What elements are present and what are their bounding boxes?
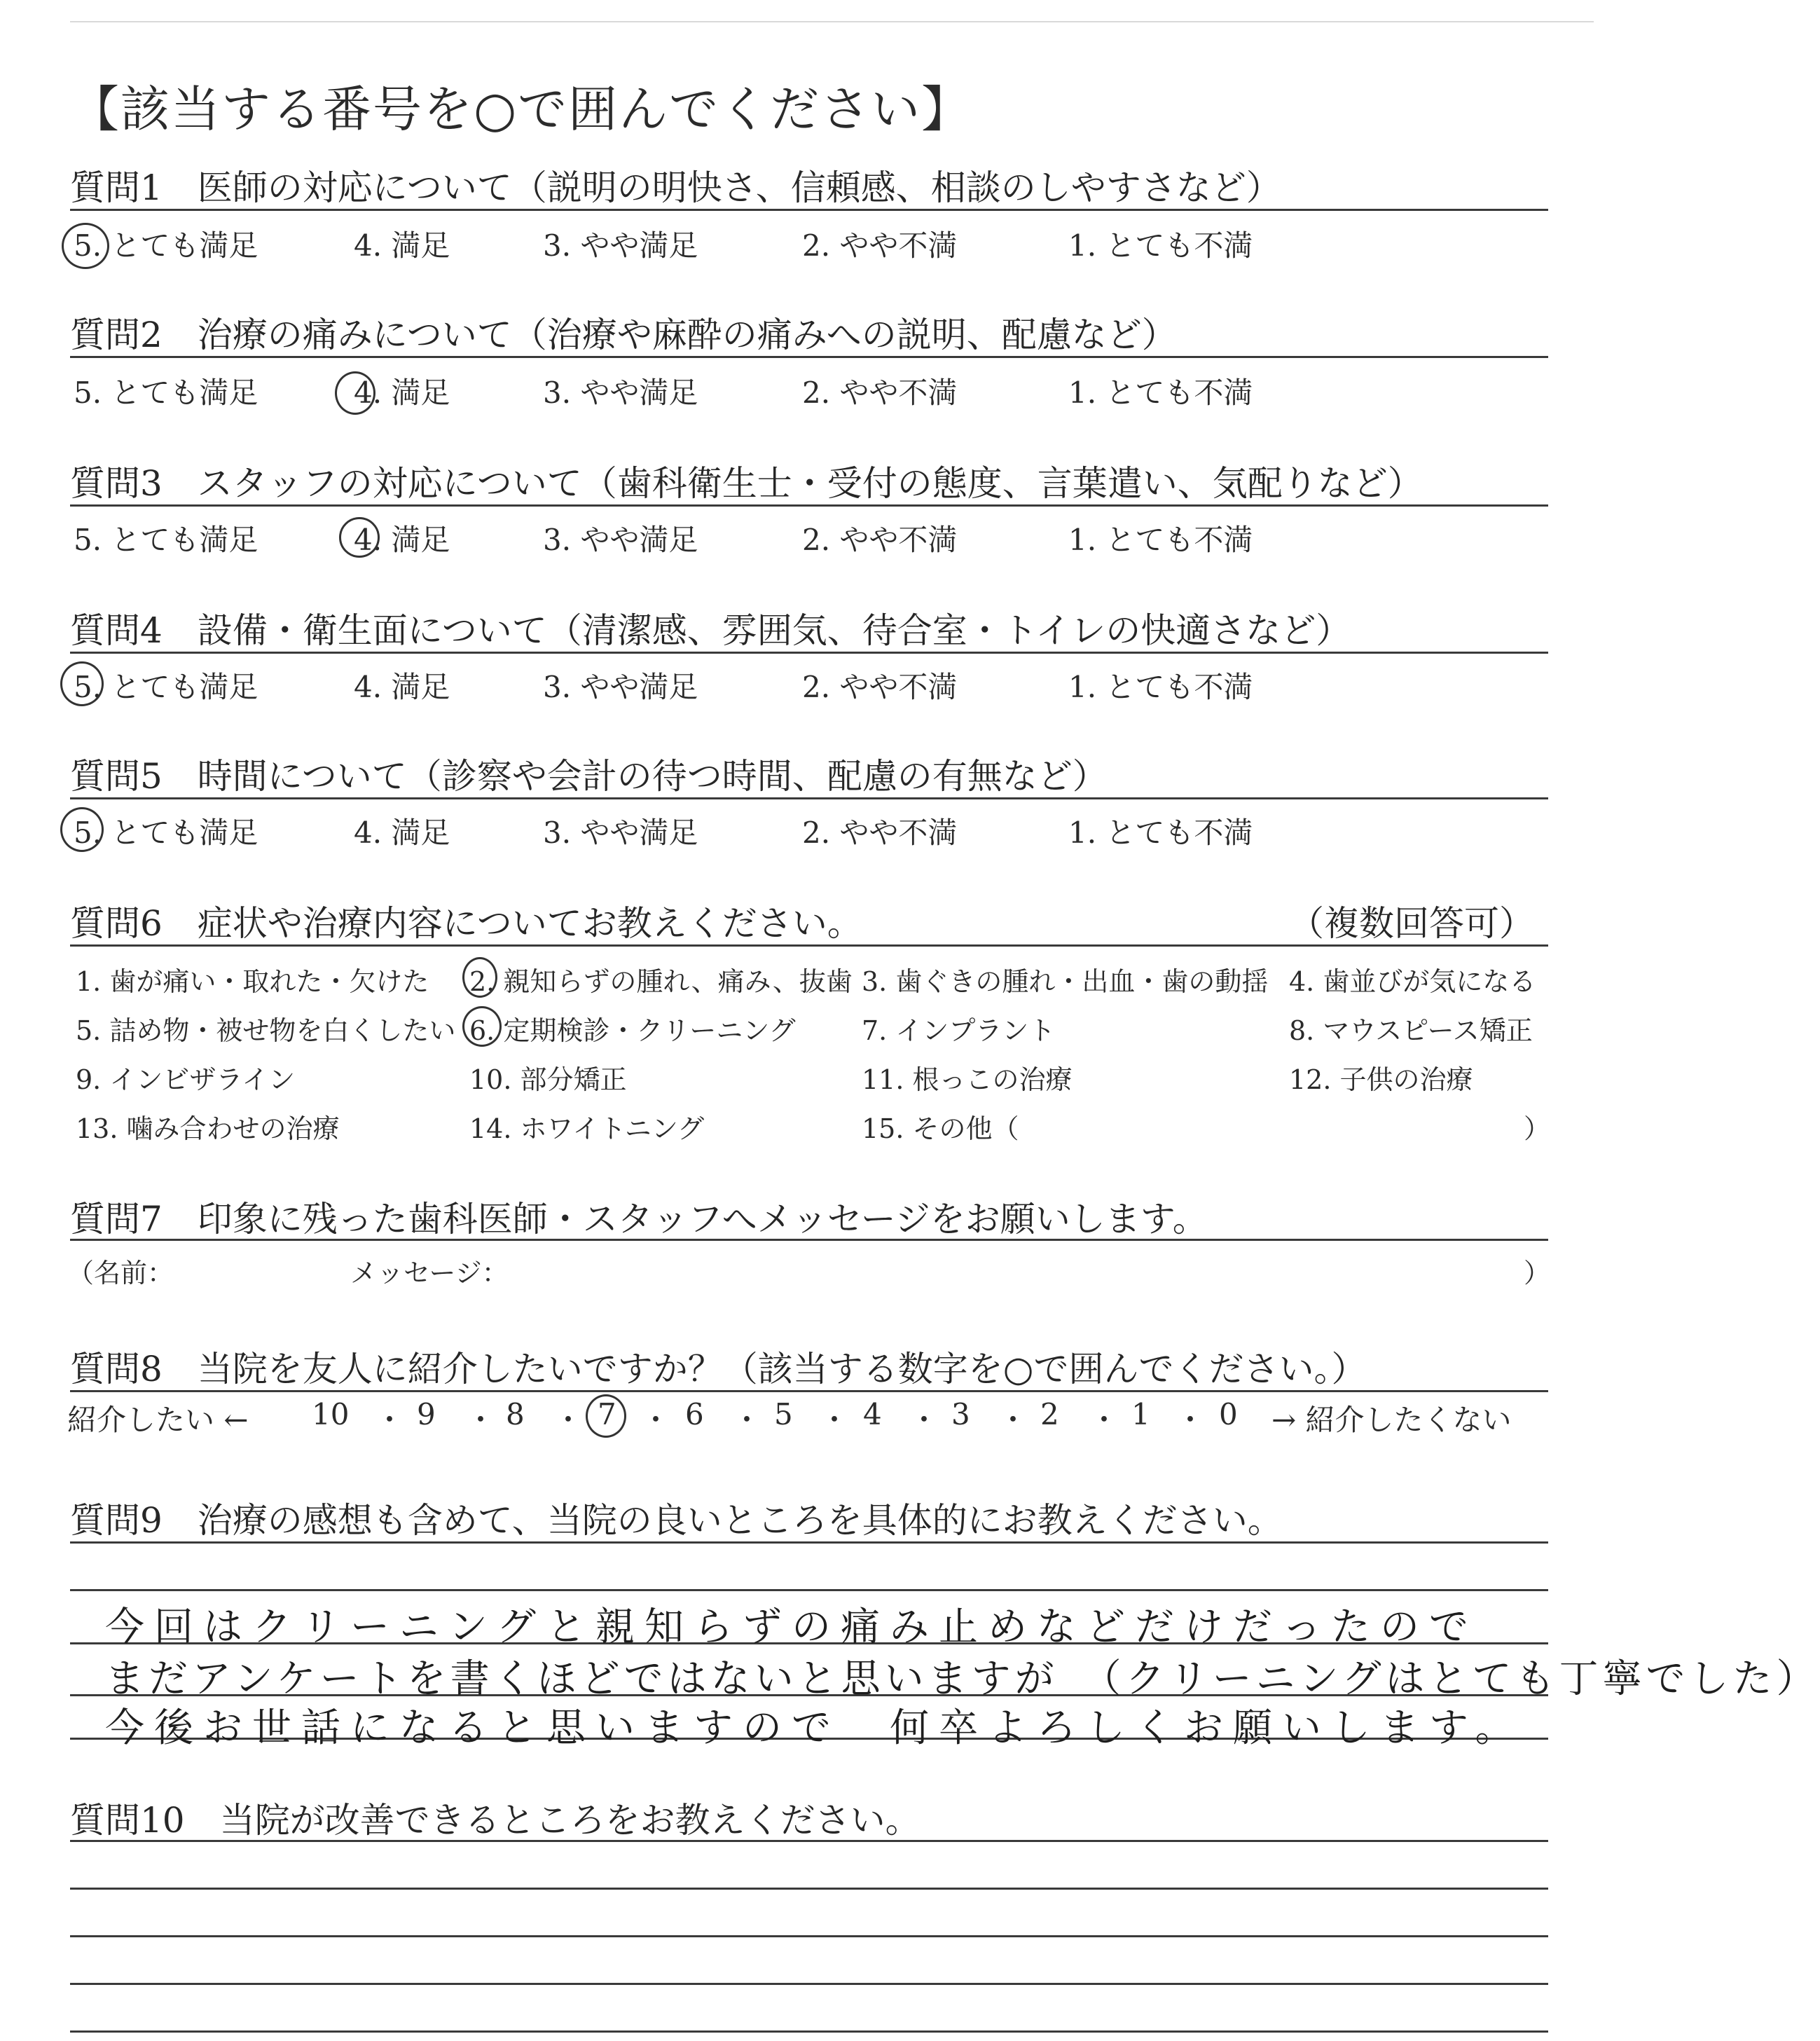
q2-option-1[interactable]: 1. とても不満 xyxy=(1068,376,1253,410)
q8-scale-2[interactable]: 2 xyxy=(1040,1397,1059,1431)
q10-line-5 xyxy=(70,2030,1548,2033)
q4-option-5[interactable]: 5. とても満足 xyxy=(74,670,258,704)
q1-answer-circle xyxy=(62,223,109,269)
q8-scale-7[interactable]: 7 xyxy=(598,1397,616,1431)
q8-dot: ・ xyxy=(375,1403,405,1437)
q2-title: 質問2 治療の痛みについて（治療や麻酔の痛みへの説明、配慮など） xyxy=(70,315,1177,355)
q2-option-3[interactable]: 3. やや満足 xyxy=(543,376,698,410)
q8-title: 質問8 当院を友人に紹介したいですか？（該当する数字を○で囲んでください。） xyxy=(70,1349,1367,1389)
q8-answer-circle xyxy=(586,1394,626,1438)
q8-left-label: 紹介したい ← xyxy=(67,1403,249,1437)
q1-option-1[interactable]: 1. とても不満 xyxy=(1068,228,1253,263)
q6-item-8[interactable]: 8. マウスピース矯正 xyxy=(1289,1015,1533,1046)
q5-option-3[interactable]: 3. やや満足 xyxy=(543,816,698,850)
q8-dot: ・ xyxy=(820,1403,850,1437)
q6-item-5[interactable]: 5. 詰め物・被せ物を白くしたい xyxy=(76,1015,456,1046)
page-top-edge xyxy=(70,21,1594,22)
q3-answer-circle xyxy=(339,517,380,558)
q8-dot: ・ xyxy=(1176,1403,1206,1437)
q3-divider xyxy=(70,504,1548,507)
q5-option-5[interactable]: 5. とても満足 xyxy=(74,816,258,850)
q7-close-paren: ） xyxy=(1524,1258,1551,1288)
q6-item-2[interactable]: 2. 親知らずの腫れ、痛み、抜歯 xyxy=(469,966,853,997)
q8-scale-1[interactable]: 1 xyxy=(1131,1397,1150,1431)
q6-item-12[interactable]: 12. 子供の治療 xyxy=(1289,1064,1473,1095)
q10-line-2 xyxy=(70,1888,1548,1890)
q8-scale-3[interactable]: 3 xyxy=(951,1397,970,1431)
q3-title: 質問3 スタッフの対応について（歯科衛生士・受付の態度、言葉遣い、気配りなど） xyxy=(70,463,1423,504)
q6-item-10[interactable]: 10. 部分矯正 xyxy=(469,1064,627,1095)
q4-title: 質問4 設備・衛生面について（清潔感、雰囲気、待合室・トイレの快適さなど） xyxy=(70,610,1351,651)
q2-option-4[interactable]: 4. 満足 xyxy=(354,376,450,410)
q6-item-9[interactable]: 9. インビザライン xyxy=(76,1064,296,1095)
q4-option-2[interactable]: 2. やや不満 xyxy=(802,670,958,704)
q4-divider xyxy=(70,652,1548,654)
q10-line-1 xyxy=(70,1840,1548,1842)
q6-item-6[interactable]: 6. 定期検診・クリーニング xyxy=(469,1015,796,1046)
q6-item-4[interactable]: 4. 歯並びが気になる xyxy=(1289,966,1536,997)
q1-divider xyxy=(70,209,1548,211)
q6-item-13[interactable]: 13. 噛み合わせの治療 xyxy=(76,1113,340,1144)
q8-dot: ・ xyxy=(732,1403,762,1437)
q8-scale-5[interactable]: 5 xyxy=(774,1397,793,1431)
q3-option-2[interactable]: 2. やや不満 xyxy=(802,523,958,557)
q6-answer-circle-2 xyxy=(462,957,497,998)
q8-scale-4[interactable]: 4 xyxy=(863,1397,882,1431)
q2-option-5[interactable]: 5. とても満足 xyxy=(74,376,258,410)
q7-title: 質問7 印象に残った歯科医師・スタッフへメッセージをお願いします。 xyxy=(70,1199,1208,1239)
q1-option-3[interactable]: 3. やや満足 xyxy=(543,228,698,263)
q9-answer-line-2: まだアンケートを書くほどではないと思いますが （クリーニングはとても丁寧でした） xyxy=(105,1656,1820,1702)
q6-item-1[interactable]: 1. 歯が痛い・取れた・欠けた xyxy=(76,966,429,997)
q6-answer-circle-6 xyxy=(462,1006,502,1047)
q1-option-4[interactable]: 4. 満足 xyxy=(354,228,450,263)
q8-dot: ・ xyxy=(1089,1403,1119,1437)
q1-option-5[interactable]: 5. とても満足 xyxy=(74,228,258,263)
q4-option-3[interactable]: 3. やや満足 xyxy=(543,670,698,704)
q6-item-7[interactable]: 7. インプラント xyxy=(862,1015,1056,1046)
q10-line-4 xyxy=(70,1983,1548,1985)
q3-option-1[interactable]: 1. とても不満 xyxy=(1068,523,1253,557)
form-header: 【該当する番号を○で囲んでください】 xyxy=(70,81,972,138)
q9-answer-line-3: 今後お世話になると思いますので 何卒よろしくお願いします。 xyxy=(105,1705,1524,1751)
q6-item-15[interactable]: 15. その他（ xyxy=(862,1113,1019,1144)
q5-divider xyxy=(70,797,1548,799)
q2-divider xyxy=(70,356,1548,358)
q7-message-label: メッセージ： xyxy=(350,1258,509,1288)
q6-title: 質問6 症状や治療内容についてお教えください。 xyxy=(70,903,862,944)
q7-name-label: （名前： xyxy=(67,1258,174,1288)
q8-scale-9[interactable]: 9 xyxy=(417,1397,436,1431)
q4-answer-circle xyxy=(60,661,104,706)
q6-note: （複数回答可） xyxy=(1289,903,1534,944)
q10-title: 質問10 当院が改善できるところをお教えください。 xyxy=(70,1800,921,1841)
q5-title: 質問5 時間について（診察や会計の待つ時間、配慮の有無など） xyxy=(70,756,1108,797)
q4-option-1[interactable]: 1. とても不満 xyxy=(1068,670,1253,704)
q6-item-15-close: ） xyxy=(1524,1113,1551,1144)
q8-right-label: → 紹介したくない xyxy=(1271,1403,1512,1437)
q5-option-2[interactable]: 2. やや不満 xyxy=(802,816,958,850)
q8-dot: ・ xyxy=(466,1403,496,1437)
q5-answer-circle xyxy=(60,807,104,852)
q6-divider xyxy=(70,944,1548,947)
q9-line-0 xyxy=(70,1541,1548,1544)
q4-option-4[interactable]: 4. 満足 xyxy=(354,670,450,704)
q2-option-2[interactable]: 2. やや不満 xyxy=(802,376,958,410)
q6-item-14[interactable]: 14. ホワイトニング xyxy=(469,1113,705,1144)
q3-option-5[interactable]: 5. とても満足 xyxy=(74,523,258,557)
q3-option-4[interactable]: 4. 満足 xyxy=(354,523,450,557)
q8-scale-0[interactable]: 0 xyxy=(1219,1397,1238,1431)
q9-title: 質問9 治療の感想も含めて、当院の良いところを具体的にお教えください。 xyxy=(70,1500,1283,1541)
q8-dot: ・ xyxy=(998,1403,1028,1437)
q10-line-3 xyxy=(70,1935,1548,1937)
q5-option-4[interactable]: 4. 満足 xyxy=(354,816,450,850)
q8-scale-8[interactable]: 8 xyxy=(506,1397,525,1431)
q8-dot: ・ xyxy=(553,1403,584,1437)
q9-answer-line-1: 今回はクリーニングと親知らずの痛み止めなどだけだったので xyxy=(105,1604,1478,1650)
q8-scale-6[interactable]: 6 xyxy=(685,1397,704,1431)
q8-dot: ・ xyxy=(909,1403,939,1437)
q3-option-3[interactable]: 3. やや満足 xyxy=(543,523,698,557)
q8-divider xyxy=(70,1390,1548,1392)
q1-option-2[interactable]: 2. やや不満 xyxy=(802,228,958,263)
q7-divider xyxy=(70,1239,1548,1241)
q6-item-11[interactable]: 11. 根っこの治療 xyxy=(862,1064,1073,1095)
q6-item-3[interactable]: 3. 歯ぐきの腫れ・出血・歯の動揺 xyxy=(862,966,1269,997)
q8-dot: ・ xyxy=(641,1403,671,1437)
q9-line-1 xyxy=(70,1589,1548,1591)
q5-option-1[interactable]: 1. とても不満 xyxy=(1068,816,1253,850)
q8-scale-10[interactable]: 10 xyxy=(312,1397,350,1431)
q1-title: 質問1 医師の対応について（説明の明快さ、信頼感、相談のしやすさなど） xyxy=(70,167,1281,208)
q2-answer-circle xyxy=(335,371,375,415)
